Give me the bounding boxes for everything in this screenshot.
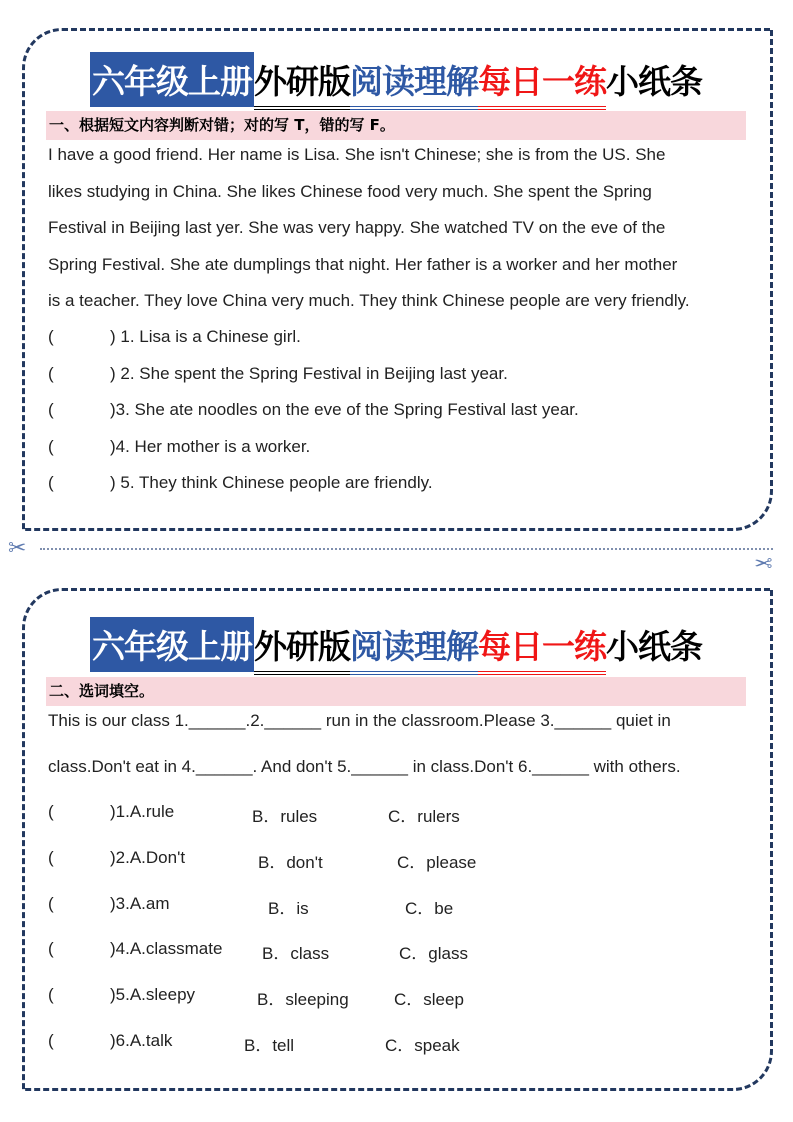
passage-line: class.Don't eat in 4.______. And don't 5.______ in class.Don't 6.______ with others. [48,757,681,776]
question-text: ) 5. They think Chinese people are friendly. [110,473,433,493]
option-c: C．speak [385,1036,460,1055]
answer-blank[interactable]: ( [48,847,54,867]
answer-blank[interactable]: ( [48,327,54,346]
scissors-icon: ✂ [8,536,27,561]
option-a: )1.A.rule [110,802,175,821]
option-c: C．be [405,898,454,918]
section-2-heading: 二、选词填空。 [46,677,746,706]
section-1-heading: 一、根据短文内容判断对错；对的写 T，错的写 F。 [46,111,746,140]
option-b: B．tell [244,1036,295,1055]
question-text: )3. She ate noodles on the eve of the Spring Festival last year. [110,400,579,420]
answer-blank[interactable]: ( [48,400,54,420]
title-grade: 六年级上册 [90,617,254,672]
slip-1-title [46,52,746,110]
option-c: C．sleep [394,990,464,1010]
slip-2-title [46,617,746,675]
title-grade: 六年级上册 [90,52,254,107]
option-a: )3.A.am [110,893,170,913]
title-slip: 小纸条 [606,627,702,666]
option-a: )2.A.Don't [110,847,186,867]
option-b: B．rules [252,807,318,826]
title-reading: 阅读理解 [350,54,478,110]
option-c: C．glass [399,944,468,964]
scissors-icon: ✂ [754,552,773,577]
answer-blank[interactable]: ( [48,1031,54,1050]
question-text: ) 1. Lisa is a Chinese girl. [110,327,301,346]
answer-blank[interactable]: ( [48,473,54,493]
passage-line: likes studying in China. She likes Chinese food very much. She spent the Spring [48,181,652,201]
option-c: C．please [397,852,477,872]
passage-line: This is our class 1.______.2.______ run in the classroom.Please 3.______ quiet in [48,711,671,730]
question-text: ) 2. She spent the Spring Festival in Beijing last year. [110,363,508,383]
question-text: )4. Her mother is a worker. [110,436,311,456]
passage-line: Festival in Beijing last yer. She was very happy. She watched TV on the eve of the [48,218,666,238]
title-publisher: 外研版 [254,54,350,110]
option-b: B．don't [258,852,323,872]
title-publisher: 外研版 [254,619,350,675]
answer-blank[interactable]: ( [48,802,54,821]
option-b: B．class [262,944,330,964]
option-b: B．sleeping [257,990,349,1010]
option-a: )4.A.classmate [110,939,223,959]
answer-blank[interactable]: ( [48,436,54,456]
title-daily: 每日一练 [478,54,606,110]
title-daily: 每日一练 [478,619,606,675]
title-slip: 小纸条 [606,62,702,101]
answer-blank[interactable]: ( [48,985,54,1005]
option-a: )6.A.talk [110,1031,173,1050]
option-c: C．rulers [388,807,460,826]
answer-blank[interactable]: ( [48,363,54,383]
option-b: B．is [268,898,309,918]
option-a: )5.A.sleepy [110,985,196,1005]
passage-line: Spring Festival. She ate dumplings that night. Her father is a worker and her mother [48,254,678,274]
answer-blank[interactable]: ( [48,893,54,913]
title-reading: 阅读理解 [350,619,478,675]
answer-blank[interactable]: ( [48,939,54,959]
cut-line [40,548,773,550]
passage-line: I have a good friend. Her name is Lisa. She isn't Chinese; she is from the US. She [48,145,666,164]
passage-line: is a teacher. They love China very much. They think Chinese people are very friendly. [48,291,690,311]
